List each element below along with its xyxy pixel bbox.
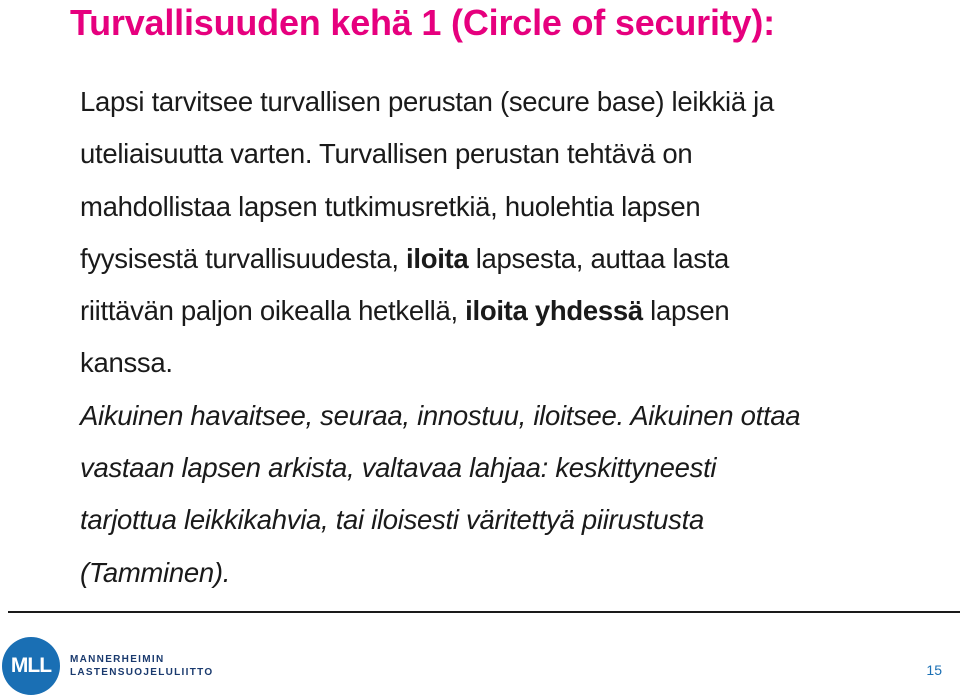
text-run: lapsesta, auttaa lasta [468, 242, 730, 274]
emphasis-text: iloita [406, 242, 469, 274]
text-run: Lapsi tarvitsee turvallisen perustan (secure base) leikkiä ja [80, 86, 774, 117]
body-paragraph-2 [80, 390, 960, 599]
text-line [80, 181, 960, 233]
logo-circle-icon: MLL [2, 637, 60, 695]
text-line [80, 337, 960, 389]
text-run: kanssa. [80, 347, 173, 379]
page-number: 15 [926, 662, 942, 678]
text-run: tarjottua leikkikahvia, tai iloisesti väritettyä piirustusta [80, 504, 704, 536]
text-run: (Tamminen). [80, 556, 231, 588]
text-line [80, 442, 960, 494]
text-line [80, 76, 960, 128]
emphasis-text: iloita yhdessä [465, 295, 643, 327]
text-line [80, 285, 960, 337]
logo-org-line-2: LASTENSUOJELULIITTO [70, 667, 214, 678]
logo-org-name [70, 653, 213, 679]
footer-divider [8, 611, 960, 613]
text-run: lapsen [642, 295, 730, 327]
text-run: uteliaisuutta varten. Turvallisen perustan tehtävä on [80, 138, 693, 170]
slide-body [80, 76, 960, 599]
text-run: vastaan lapsen arkista, valtavaa lahjaa: keskittyneesti [80, 452, 717, 484]
text-run: fyysisestä turvallisuudesta, [80, 242, 407, 274]
text-run: Aikuinen havaitsee, seuraa, innostuu, iloitsee. Aikuinen ottaa [80, 399, 801, 431]
logo-org-line-1: MANNERHEIMIN [70, 654, 165, 665]
mll-logo [2, 636, 213, 696]
slide-title: Turvallisuuden kehä 1 (Circle of security): [70, 2, 775, 43]
text-run: mahdollistaa lapsen tutkimusretkiä, huolehtia lapsen [80, 190, 701, 222]
text-line [80, 390, 960, 442]
text-line [80, 547, 960, 599]
text-line [80, 128, 960, 180]
body-paragraph-1 [80, 76, 960, 390]
text-line [80, 233, 960, 285]
text-line [80, 494, 960, 546]
text-run: riittävän paljon oikealla hetkellä, [80, 295, 466, 327]
